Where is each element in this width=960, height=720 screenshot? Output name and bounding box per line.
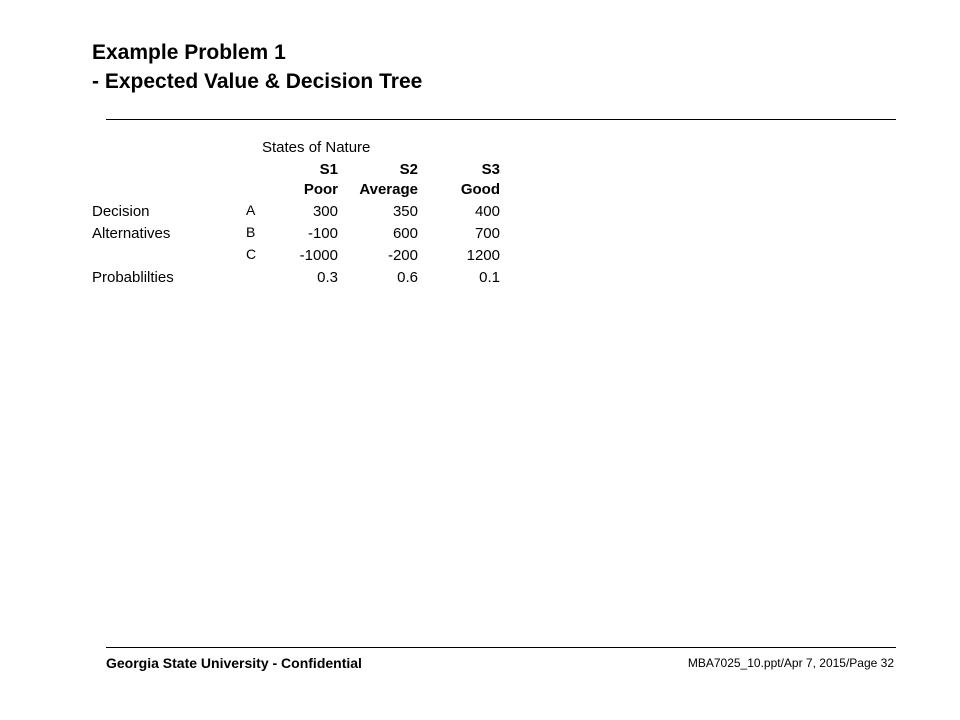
column-label-good: Good bbox=[460, 181, 500, 198]
column-state-s1: S1 bbox=[319, 161, 338, 178]
probability-s2: 0.6 bbox=[397, 269, 418, 286]
cell-b-s1: -100 bbox=[307, 225, 338, 242]
alternative-c: C bbox=[246, 246, 257, 262]
probability-s3: 0.1 bbox=[479, 269, 500, 286]
cell-a-s3: 400 bbox=[474, 203, 500, 220]
states-of-nature-header: States of Nature bbox=[262, 139, 371, 156]
slide-title-line-1: Example Problem 1 bbox=[92, 41, 286, 64]
probability-s1: 0.3 bbox=[317, 269, 338, 286]
slide-title bbox=[92, 38, 422, 96]
alternative-b: B bbox=[246, 224, 256, 240]
footer-page-info: MBA7025_10.ppt/Apr 7, 2015/Page 32 bbox=[687, 656, 894, 670]
row-label-probabilities: Probablilties bbox=[92, 269, 174, 286]
footer-organization: Georgia State University - Confidential bbox=[106, 655, 362, 671]
cell-c-s3: 1200 bbox=[466, 247, 500, 264]
alternative-a: A bbox=[246, 202, 256, 218]
bottom-divider bbox=[106, 647, 896, 648]
column-label-poor: Poor bbox=[303, 181, 338, 198]
cell-b-s3: 700 bbox=[474, 225, 500, 242]
cell-a-s1: 300 bbox=[312, 203, 338, 220]
cell-b-s2: 600 bbox=[392, 225, 418, 242]
row-label-alternatives: Alternatives bbox=[92, 225, 171, 242]
column-label-average: Average bbox=[359, 181, 418, 198]
cell-a-s2: 350 bbox=[392, 203, 418, 220]
column-state-s2: S2 bbox=[399, 161, 418, 178]
row-label-decision: Decision bbox=[92, 203, 150, 220]
cell-c-s2: -200 bbox=[387, 247, 418, 264]
cell-c-s1: -1000 bbox=[299, 247, 338, 264]
top-divider bbox=[106, 119, 896, 120]
slide-title-line-2: - Expected Value & Decision Tree bbox=[92, 70, 423, 93]
column-state-s3: S3 bbox=[481, 161, 500, 178]
